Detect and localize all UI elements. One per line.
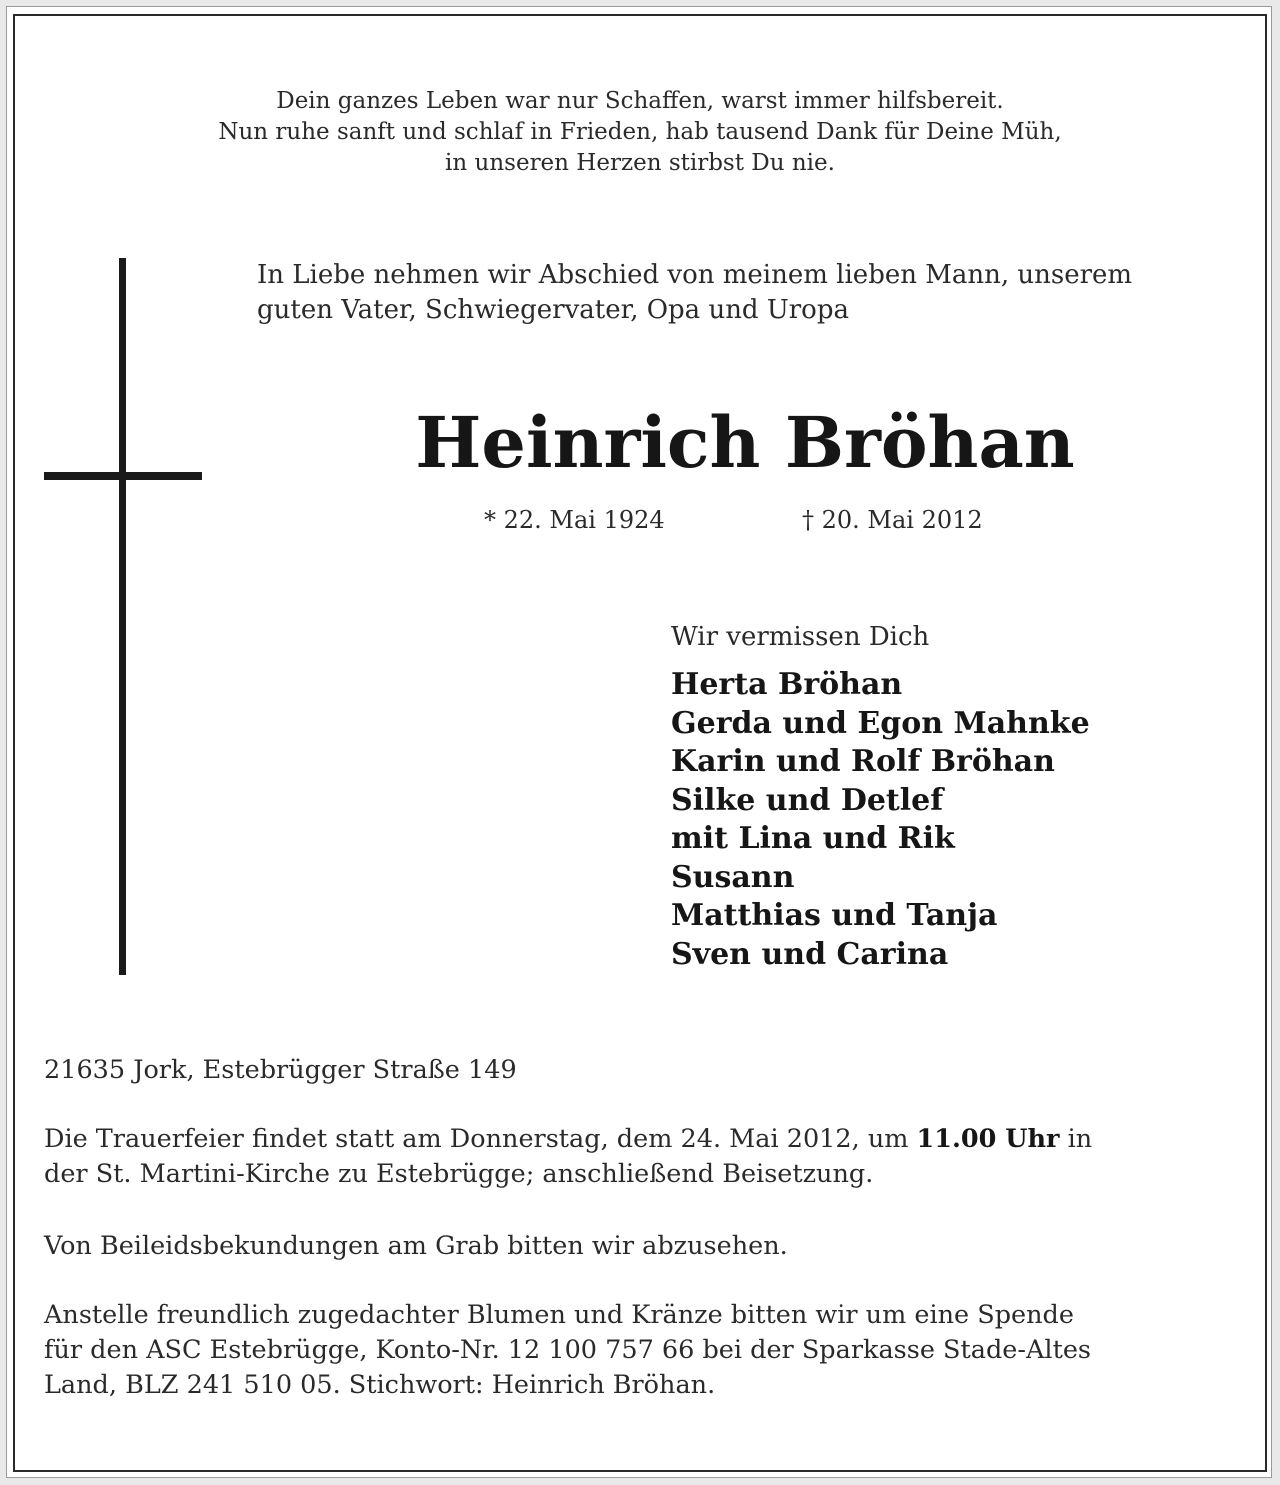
verse-line: in unseren Herzen stirbst Du nie. <box>445 150 835 176</box>
verse-line: Dein ganzes Leben war nur Schaffen, warst immer hilfsbereit. <box>276 88 1004 114</box>
birth-date: * 22. Mai 1924 <box>484 506 665 534</box>
verse-line: Nun ruhe sanft und schlaf in Frieden, hab tausend Dank für Deine Müh, <box>218 119 1062 145</box>
mourner: Silke und Detlef <box>671 782 944 818</box>
service-text: in <box>1059 1124 1093 1154</box>
mourner: Sven und Carina <box>671 936 949 972</box>
mourner: Matthias und Tanja <box>671 898 998 933</box>
condolence-note <box>44 1229 1244 1264</box>
address <box>44 1053 1244 1088</box>
service-info <box>44 1122 1244 1192</box>
intro-line: In Liebe nehmen wir Abschied von meinem lieben Mann, unserem <box>257 260 1133 290</box>
mourner: mit Lina und Rik <box>671 821 955 856</box>
service-time: 11.00 Uhr <box>916 1124 1060 1154</box>
donation-note <box>44 1298 1244 1403</box>
mourner: Karin und Rolf Bröhan <box>671 744 1055 779</box>
intro-line: guten Vater, Schwiegervater, Opa und Uropa <box>257 295 849 325</box>
donation-line: Anstelle freundlich zugedachter Blumen und Kränze bitten wir um eine Spende <box>44 1300 1074 1330</box>
donation-line: für den ASC Estebrügge, Konto-Nr. 12 100 757 66 bei der Sparkasse Stade-Altes <box>44 1335 1091 1365</box>
service-line-2: der St. Martini-Kirche zu Estebrügge; anschließend Beisetzung. <box>44 1159 874 1189</box>
death-date: † 20. Mai 2012 <box>802 506 983 534</box>
cross-icon-horizontal <box>44 472 202 480</box>
cross-icon-vertical <box>119 258 126 975</box>
deceased-name: Heinrich Bröhan <box>415 401 1075 484</box>
intro-text <box>257 258 1247 328</box>
mourner: Susann <box>671 859 795 895</box>
donation-line: Land, BLZ 241 510 05. Stichwort: Heinrich Bröhan. <box>44 1370 716 1400</box>
miss-line: Wir vermissen Dich <box>671 622 930 652</box>
mourner: Herta Bröhan <box>671 667 903 702</box>
address-line: 21635 Jork, Estebrügger Straße 149 <box>44 1055 517 1085</box>
mourners-list <box>671 666 1090 974</box>
service-text: Die Trauerfeier findet statt am Donnerstag, dem 24. Mai 2012, um <box>44 1124 917 1154</box>
condolence-line: Von Beileidsbekundungen am Grab bitten wir abzusehen. <box>44 1231 788 1261</box>
mourner: Gerda und Egon Mahnke <box>671 705 1090 741</box>
verse <box>0 86 1280 179</box>
service-line-1 <box>44 1122 1244 1157</box>
